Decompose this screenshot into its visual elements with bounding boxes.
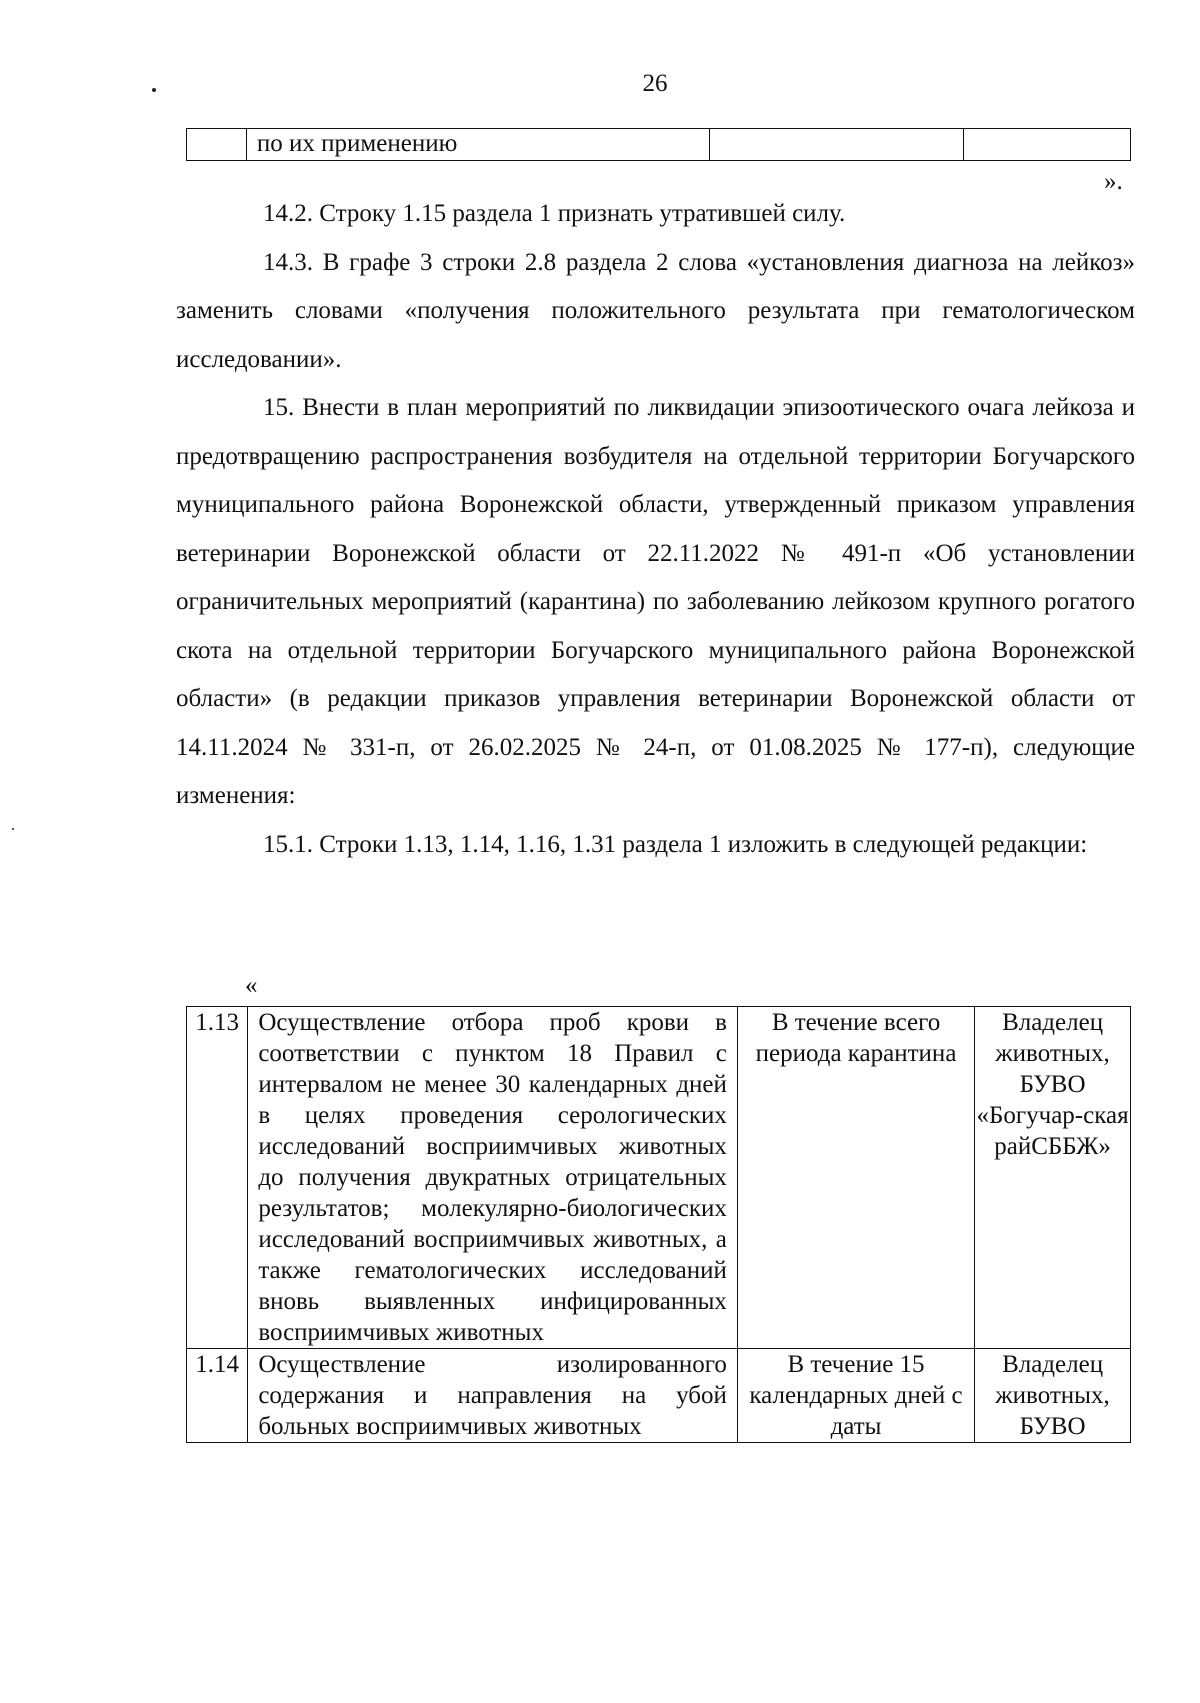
cell-text: Осуществление отбора проб крови в соответствии с пунктом 18 Правил с интервалом не менее 30 календарных дней в целях проведения серологических исследований восприимчивых животных до получения двукратных отрицательных результатов; молекулярно-биологических исследований восприимчивых животных, а также гематологических исследований вновь выявленных инфицированных восприимчивых животных (248, 1007, 738, 1349)
scan-artifact-mark (12, 828, 14, 830)
paragraph-14-2: 14.2. Строку 1.15 раздела 1 признать утратившей силу. (263, 200, 846, 227)
paragraph-15-1: 15.1. Строки 1.13, 1.14, 1.16, 1.31 раздела 1 изложить в следующей редакции: (263, 830, 1088, 858)
table-continuation (186, 128, 1131, 161)
table-row (187, 1349, 1131, 1443)
cell-period: В течение всего периода карантина (737, 1007, 974, 1349)
table-row (187, 129, 1131, 161)
cell-period: В течение 15 календарных дней с даты (737, 1349, 974, 1443)
cell-period (710, 129, 963, 161)
cell-num: 1.13 (187, 1007, 248, 1349)
paragraph-14-3: 14.3. В графе 3 строки 2.8 раздела 2 слова «установления диагноза на лейкоз» заменить словами «получения положительного результата при гематологическом исследовании». (176, 248, 1135, 373)
document-body (176, 190, 1135, 869)
measures-table (186, 1006, 1131, 1443)
cell-text: Осуществление изолированного содержания и направления на убой больных восприимчивых животных (248, 1349, 738, 1443)
paragraph-15: 15. Внести в план мероприятий по ликвидации эпизоотического очага лейкоза и предотвращению распространения возбудителя на отдельной территории Богучарского муниципального района Воронежской области, утвержденный приказом управления ветеринарии Воронежской области от 22.11.2022 № 491-п «Об установлении ограничительных мероприятий (карантина) по заболеванию лейкозом крупного рогатого скота на отдельной территории Богучарского муниципального района Воронежской области» (в редакции приказов управления ветеринарии Воронежской области от 14.11.2024 № 331-п, от 26.02.2025 № 24-п, от 01.08.2025 № 177-п), следующие изменения: (176, 394, 1135, 809)
cell-num: 1.14 (187, 1349, 248, 1443)
cell-responsible (963, 129, 1130, 161)
opening-quote: « (245, 972, 258, 999)
closing-quote: ». (1104, 168, 1123, 195)
table-row (187, 1007, 1131, 1349)
cell-responsible: Владелец животных, БУВО (975, 1349, 1131, 1443)
cell-num (187, 129, 247, 161)
page-number: 26 (642, 70, 668, 97)
cell-responsible: Владелец животных, БУВО «Богучар-ская райСББЖ» (975, 1007, 1131, 1349)
cell-text: по их применению (246, 129, 710, 161)
